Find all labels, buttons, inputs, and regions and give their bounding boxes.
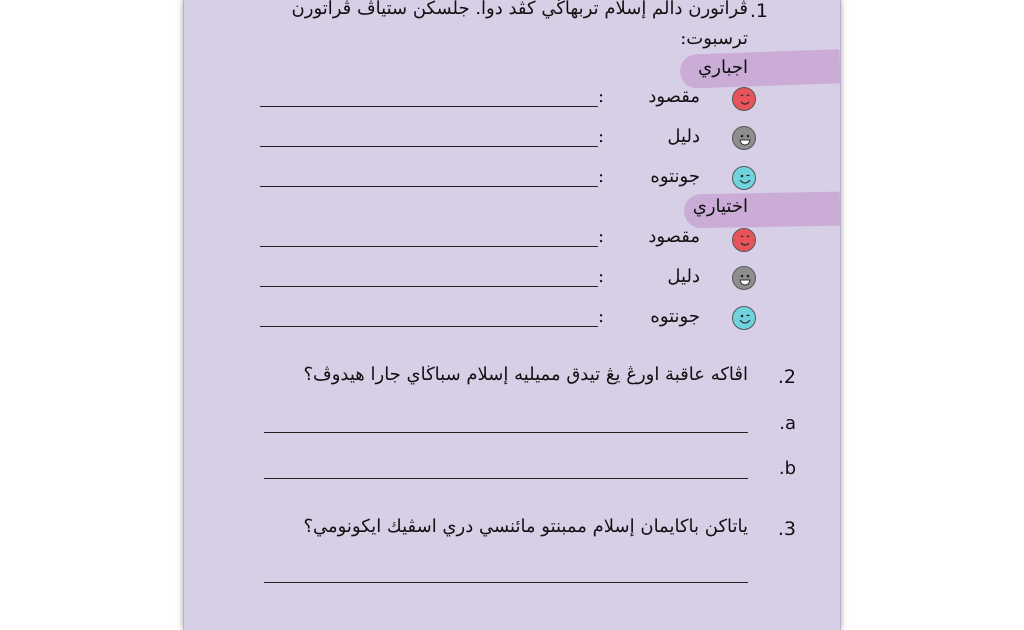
row-label-maksud: مقصود xyxy=(648,226,700,247)
answer-line[interactable] xyxy=(264,432,748,433)
question-1-number: .1 xyxy=(749,0,768,22)
section-title-pilihan: اختياري xyxy=(692,196,748,217)
answer-letter-b: .b xyxy=(778,458,796,479)
answer-line[interactable] xyxy=(260,146,598,147)
question-3-number: .3 xyxy=(777,518,796,540)
answer-line[interactable] xyxy=(260,326,598,327)
cyan-face-icon xyxy=(732,306,756,330)
colon: : xyxy=(598,226,605,247)
answer-line[interactable] xyxy=(260,106,598,107)
row-label-maksud: مقصود xyxy=(648,86,700,107)
colon: : xyxy=(598,266,605,287)
colon: : xyxy=(598,166,605,187)
question-1-text-line1: ڤراتورن دالم إسلام تربهاڬي كڤد دوا. جلسكن ستياڤ ڤراتورن xyxy=(291,0,748,19)
answer-line[interactable] xyxy=(264,478,748,479)
answer-letter-a: .a xyxy=(779,413,796,434)
question-1-text-line2: ترسبوت: xyxy=(680,28,748,49)
row-label-contoh: جونتوه xyxy=(650,306,700,327)
answer-line[interactable] xyxy=(260,186,598,187)
answer-line[interactable] xyxy=(260,246,598,247)
colon: : xyxy=(598,306,605,327)
colon: : xyxy=(598,126,605,147)
red-face-icon xyxy=(732,228,756,252)
colon: : xyxy=(598,86,605,107)
row-label-dalil: دليل xyxy=(667,126,700,147)
section-title-wajib: اجباري xyxy=(698,57,748,78)
gray-face-icon xyxy=(732,126,756,150)
red-face-icon xyxy=(732,87,756,111)
cyan-face-icon xyxy=(732,166,756,190)
answer-line[interactable] xyxy=(264,582,748,583)
gray-face-icon xyxy=(732,266,756,290)
question-2-number: .2 xyxy=(777,366,796,388)
answer-line[interactable] xyxy=(260,286,598,287)
worksheet-page xyxy=(183,0,841,630)
question-3-text: ياتاكن باكايمان إسلام ممبنتو مائنسي دري اسڤيك ايكونومي؟ xyxy=(303,516,748,537)
row-label-dalil: دليل xyxy=(667,266,700,287)
row-label-contoh: جونتوه xyxy=(650,166,700,187)
question-2-text: اڤاكه عاقبة اورڠ يڠ تيدق مميليه إسلام سباڬاي جارا هيدوڤ؟ xyxy=(303,364,748,385)
